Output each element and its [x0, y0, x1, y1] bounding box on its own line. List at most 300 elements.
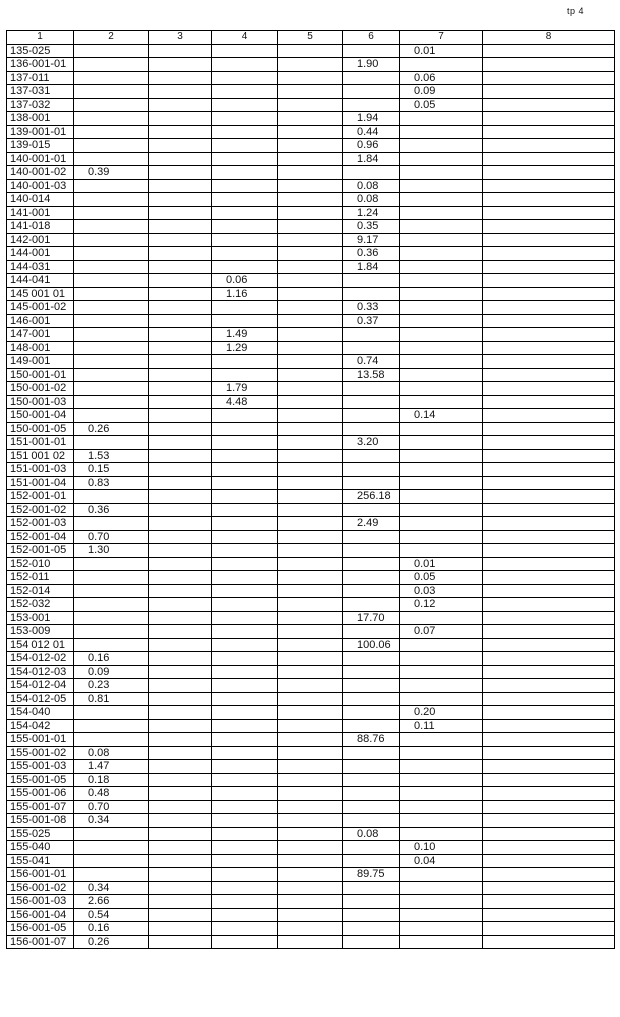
value-cell — [74, 625, 149, 639]
value-cell — [149, 152, 212, 166]
table-row — [7, 220, 615, 234]
value-cell — [149, 571, 212, 585]
value-cell: 1.53 — [74, 449, 149, 463]
value-cell — [149, 854, 212, 868]
value-cell: 0.01 — [400, 44, 483, 58]
value-cell: 0.14 — [400, 409, 483, 423]
table-row — [7, 692, 615, 706]
value-cell — [343, 530, 400, 544]
value-cell — [483, 908, 615, 922]
row-code-cell: 150-001-02 — [7, 382, 74, 396]
value-cell — [278, 260, 343, 274]
value-cell — [343, 71, 400, 85]
value-cell — [149, 85, 212, 99]
value-cell: 0.16 — [74, 652, 149, 666]
value-cell — [278, 436, 343, 450]
value-cell — [212, 314, 278, 328]
value-cell — [74, 58, 149, 72]
table-row — [7, 355, 615, 369]
value-cell — [149, 895, 212, 909]
value-cell — [400, 800, 483, 814]
row-code-cell: 141-001 — [7, 206, 74, 220]
value-cell — [278, 787, 343, 801]
value-cell — [212, 139, 278, 153]
row-code-cell: 155-001-06 — [7, 787, 74, 801]
table-row — [7, 760, 615, 774]
value-cell: 0.26 — [74, 935, 149, 949]
value-cell — [212, 571, 278, 585]
row-code-cell: 150-001-01 — [7, 368, 74, 382]
value-cell: 1.29 — [212, 341, 278, 355]
value-cell — [74, 355, 149, 369]
table-row — [7, 800, 615, 814]
value-cell: 0.07 — [400, 625, 483, 639]
value-cell: 0.03 — [400, 584, 483, 598]
value-cell — [343, 922, 400, 936]
value-cell — [343, 287, 400, 301]
value-cell — [74, 152, 149, 166]
value-cell — [278, 746, 343, 760]
value-cell — [74, 854, 149, 868]
value-cell — [400, 746, 483, 760]
value-cell — [343, 274, 400, 288]
value-cell — [74, 598, 149, 612]
value-cell — [212, 706, 278, 720]
table-row — [7, 98, 615, 112]
value-cell: 1.84 — [343, 152, 400, 166]
value-cell — [483, 341, 615, 355]
value-cell — [74, 517, 149, 531]
value-cell — [278, 503, 343, 517]
value-cell — [278, 814, 343, 828]
table-row — [7, 463, 615, 477]
row-code-cell: 147-001 — [7, 328, 74, 342]
column-header: 7 — [400, 31, 483, 45]
column-header: 3 — [149, 31, 212, 45]
row-code-cell: 148-001 — [7, 341, 74, 355]
row-code-cell: 154-012-05 — [7, 692, 74, 706]
value-cell — [278, 922, 343, 936]
table-row — [7, 706, 615, 720]
value-cell — [212, 719, 278, 733]
value-cell — [278, 112, 343, 126]
value-cell — [212, 665, 278, 679]
row-code-cell: 156-001-04 — [7, 908, 74, 922]
value-cell — [343, 85, 400, 99]
table-row — [7, 868, 615, 882]
value-cell — [483, 746, 615, 760]
value-cell — [400, 503, 483, 517]
row-code-cell: 149-001 — [7, 355, 74, 369]
value-cell — [343, 557, 400, 571]
row-code-cell: 156-001-01 — [7, 868, 74, 882]
value-cell — [343, 935, 400, 949]
value-cell — [278, 571, 343, 585]
value-cell — [278, 800, 343, 814]
value-cell — [278, 220, 343, 234]
value-cell — [149, 328, 212, 342]
value-cell: 88.76 — [343, 733, 400, 747]
value-cell: 0.33 — [343, 301, 400, 315]
value-cell — [149, 422, 212, 436]
table-row — [7, 112, 615, 126]
value-cell — [400, 247, 483, 261]
table-row — [7, 679, 615, 693]
table-row — [7, 193, 615, 207]
value-cell — [483, 125, 615, 139]
value-cell — [278, 611, 343, 625]
value-cell: 0.44 — [343, 125, 400, 139]
value-cell — [149, 220, 212, 234]
value-cell — [149, 395, 212, 409]
value-cell — [74, 395, 149, 409]
value-cell — [212, 125, 278, 139]
value-cell — [343, 341, 400, 355]
data-table — [6, 30, 615, 949]
value-cell — [74, 341, 149, 355]
value-cell — [149, 112, 212, 126]
value-cell — [483, 787, 615, 801]
table-row — [7, 935, 615, 949]
table-row — [7, 85, 615, 99]
value-cell — [278, 98, 343, 112]
value-cell — [278, 206, 343, 220]
value-cell — [149, 773, 212, 787]
value-cell: 0.36 — [343, 247, 400, 261]
row-code-cell: 155-001-05 — [7, 773, 74, 787]
value-cell — [278, 449, 343, 463]
row-code-cell: 155-040 — [7, 841, 74, 855]
value-cell: 100.06 — [343, 638, 400, 652]
value-cell: 1.90 — [343, 58, 400, 72]
value-cell — [278, 827, 343, 841]
value-cell — [212, 476, 278, 490]
column-header: 6 — [343, 31, 400, 45]
table-row — [7, 449, 615, 463]
value-cell — [74, 436, 149, 450]
table-row — [7, 395, 615, 409]
value-cell — [343, 908, 400, 922]
value-cell — [212, 908, 278, 922]
value-cell — [400, 166, 483, 180]
value-cell — [483, 841, 615, 855]
value-cell: 1.84 — [343, 260, 400, 274]
table-row — [7, 490, 615, 504]
value-cell: 0.81 — [74, 692, 149, 706]
value-cell — [212, 422, 278, 436]
value-cell — [278, 544, 343, 558]
value-cell — [74, 247, 149, 261]
value-cell — [74, 382, 149, 396]
value-cell — [278, 463, 343, 477]
table-row — [7, 301, 615, 315]
value-cell — [483, 314, 615, 328]
row-code-cell: 140-001-02 — [7, 166, 74, 180]
value-cell — [343, 166, 400, 180]
value-cell: 0.20 — [400, 706, 483, 720]
value-cell — [483, 854, 615, 868]
value-cell — [212, 260, 278, 274]
column-header: 4 — [212, 31, 278, 45]
value-cell — [149, 247, 212, 261]
page-number-label: tp 4 — [567, 6, 585, 16]
value-cell — [483, 85, 615, 99]
row-code-cell: 150-001-04 — [7, 409, 74, 423]
value-cell — [400, 112, 483, 126]
value-cell — [149, 827, 212, 841]
table-row — [7, 638, 615, 652]
value-cell: 0.23 — [74, 679, 149, 693]
value-cell — [483, 827, 615, 841]
value-cell: 0.34 — [74, 814, 149, 828]
row-code-cell: 145-001-02 — [7, 301, 74, 315]
value-cell — [278, 71, 343, 85]
row-code-cell: 152-010 — [7, 557, 74, 571]
value-cell — [400, 652, 483, 666]
value-cell — [74, 841, 149, 855]
value-cell — [400, 206, 483, 220]
table-row — [7, 719, 615, 733]
value-cell — [483, 44, 615, 58]
value-cell — [149, 260, 212, 274]
value-cell — [278, 625, 343, 639]
value-cell — [343, 895, 400, 909]
value-cell: 0.34 — [74, 881, 149, 895]
table-row — [7, 665, 615, 679]
value-cell — [212, 895, 278, 909]
table-row — [7, 895, 615, 909]
value-cell — [149, 98, 212, 112]
value-cell — [400, 760, 483, 774]
value-cell — [149, 665, 212, 679]
value-cell — [74, 71, 149, 85]
value-cell — [400, 773, 483, 787]
value-cell — [400, 638, 483, 652]
row-code-cell: 141-018 — [7, 220, 74, 234]
row-code-cell: 139-015 — [7, 139, 74, 153]
value-cell — [400, 328, 483, 342]
value-cell — [74, 260, 149, 274]
value-cell: 0.05 — [400, 571, 483, 585]
row-code-cell: 138-001 — [7, 112, 74, 126]
row-code-cell: 144-031 — [7, 260, 74, 274]
value-cell — [343, 746, 400, 760]
value-cell — [212, 490, 278, 504]
value-cell: 17.70 — [343, 611, 400, 625]
value-cell — [278, 476, 343, 490]
table-row — [7, 341, 615, 355]
value-cell — [74, 301, 149, 315]
row-code-cell: 144-001 — [7, 247, 74, 261]
row-code-cell: 156-001-05 — [7, 922, 74, 936]
value-cell — [400, 220, 483, 234]
value-cell — [74, 706, 149, 720]
row-code-cell: 152-011 — [7, 571, 74, 585]
value-cell — [278, 733, 343, 747]
value-cell — [400, 692, 483, 706]
value-cell — [149, 530, 212, 544]
value-cell — [278, 233, 343, 247]
value-cell — [400, 395, 483, 409]
value-cell — [400, 490, 483, 504]
value-cell — [400, 58, 483, 72]
value-cell — [212, 935, 278, 949]
value-cell — [278, 719, 343, 733]
value-cell — [343, 814, 400, 828]
row-code-cell: 152-001-01 — [7, 490, 74, 504]
value-cell: 1.16 — [212, 287, 278, 301]
table-row — [7, 368, 615, 382]
value-cell — [278, 422, 343, 436]
value-cell — [74, 220, 149, 234]
value-cell — [212, 179, 278, 193]
row-code-cell: 140-001-01 — [7, 152, 74, 166]
value-cell — [212, 71, 278, 85]
value-cell — [212, 787, 278, 801]
value-cell — [400, 895, 483, 909]
value-cell — [149, 382, 212, 396]
value-cell — [400, 733, 483, 747]
value-cell — [149, 692, 212, 706]
value-cell — [149, 746, 212, 760]
row-code-cell: 152-001-05 — [7, 544, 74, 558]
value-cell — [400, 665, 483, 679]
value-cell — [212, 449, 278, 463]
value-cell — [400, 355, 483, 369]
value-cell — [483, 611, 615, 625]
value-cell — [74, 611, 149, 625]
row-code-cell: 154-042 — [7, 719, 74, 733]
row-code-cell: 139-001-01 — [7, 125, 74, 139]
value-cell: 0.70 — [74, 530, 149, 544]
value-cell — [149, 463, 212, 477]
value-cell — [343, 449, 400, 463]
value-cell: 2.66 — [74, 895, 149, 909]
value-cell — [149, 557, 212, 571]
value-cell — [343, 854, 400, 868]
value-cell — [483, 395, 615, 409]
value-cell — [74, 638, 149, 652]
value-cell — [483, 247, 615, 261]
table-row — [7, 287, 615, 301]
value-cell — [278, 908, 343, 922]
value-cell: 1.94 — [343, 112, 400, 126]
value-cell — [343, 773, 400, 787]
table-row — [7, 179, 615, 193]
value-cell — [400, 139, 483, 153]
column-header: 2 — [74, 31, 149, 45]
row-code-cell: 144-041 — [7, 274, 74, 288]
value-cell — [483, 463, 615, 477]
value-cell — [212, 436, 278, 450]
value-cell — [212, 166, 278, 180]
value-cell: 0.12 — [400, 598, 483, 612]
table-row — [7, 787, 615, 801]
value-cell — [212, 922, 278, 936]
table-row — [7, 44, 615, 58]
value-cell — [483, 260, 615, 274]
value-cell — [149, 368, 212, 382]
value-cell — [483, 274, 615, 288]
value-cell — [483, 517, 615, 531]
row-code-cell: 154 012 01 — [7, 638, 74, 652]
value-cell — [149, 733, 212, 747]
value-cell — [149, 584, 212, 598]
value-cell — [278, 638, 343, 652]
value-cell — [149, 125, 212, 139]
value-cell — [343, 800, 400, 814]
value-cell — [278, 881, 343, 895]
row-code-cell: 152-032 — [7, 598, 74, 612]
value-cell — [212, 530, 278, 544]
value-cell — [483, 503, 615, 517]
value-cell — [278, 301, 343, 315]
value-cell — [343, 665, 400, 679]
value-cell: 0.04 — [400, 854, 483, 868]
value-cell — [74, 868, 149, 882]
value-cell — [483, 490, 615, 504]
value-cell — [74, 571, 149, 585]
value-cell — [483, 166, 615, 180]
value-cell — [483, 706, 615, 720]
value-cell — [278, 139, 343, 153]
value-cell — [483, 193, 615, 207]
value-cell: 0.09 — [74, 665, 149, 679]
value-cell — [212, 368, 278, 382]
value-cell: 0.09 — [400, 85, 483, 99]
value-cell — [400, 382, 483, 396]
value-cell — [343, 544, 400, 558]
value-cell — [483, 530, 615, 544]
value-cell: 1.47 — [74, 760, 149, 774]
value-cell — [278, 584, 343, 598]
table-row — [7, 436, 615, 450]
value-cell: 0.16 — [74, 922, 149, 936]
value-cell — [149, 301, 212, 315]
value-cell — [149, 935, 212, 949]
value-cell — [212, 301, 278, 315]
value-cell — [400, 814, 483, 828]
value-cell — [212, 98, 278, 112]
value-cell — [343, 706, 400, 720]
value-cell — [212, 679, 278, 693]
value-cell — [149, 58, 212, 72]
value-cell — [149, 44, 212, 58]
row-code-cell: 155-001-03 — [7, 760, 74, 774]
value-cell — [400, 274, 483, 288]
value-cell: 0.05 — [400, 98, 483, 112]
value-cell — [278, 841, 343, 855]
row-code-cell: 154-012-02 — [7, 652, 74, 666]
value-cell — [483, 409, 615, 423]
value-cell — [278, 287, 343, 301]
value-cell — [400, 341, 483, 355]
row-code-cell: 137-032 — [7, 98, 74, 112]
value-cell — [212, 827, 278, 841]
value-cell: 89.75 — [343, 868, 400, 882]
value-cell — [400, 422, 483, 436]
value-cell — [149, 139, 212, 153]
value-cell — [212, 517, 278, 531]
value-cell — [278, 935, 343, 949]
value-cell — [212, 58, 278, 72]
value-cell — [343, 841, 400, 855]
row-code-cell: 150-001-05 — [7, 422, 74, 436]
value-cell — [149, 719, 212, 733]
value-cell — [483, 638, 615, 652]
table-row — [7, 530, 615, 544]
value-cell: 0.37 — [343, 314, 400, 328]
